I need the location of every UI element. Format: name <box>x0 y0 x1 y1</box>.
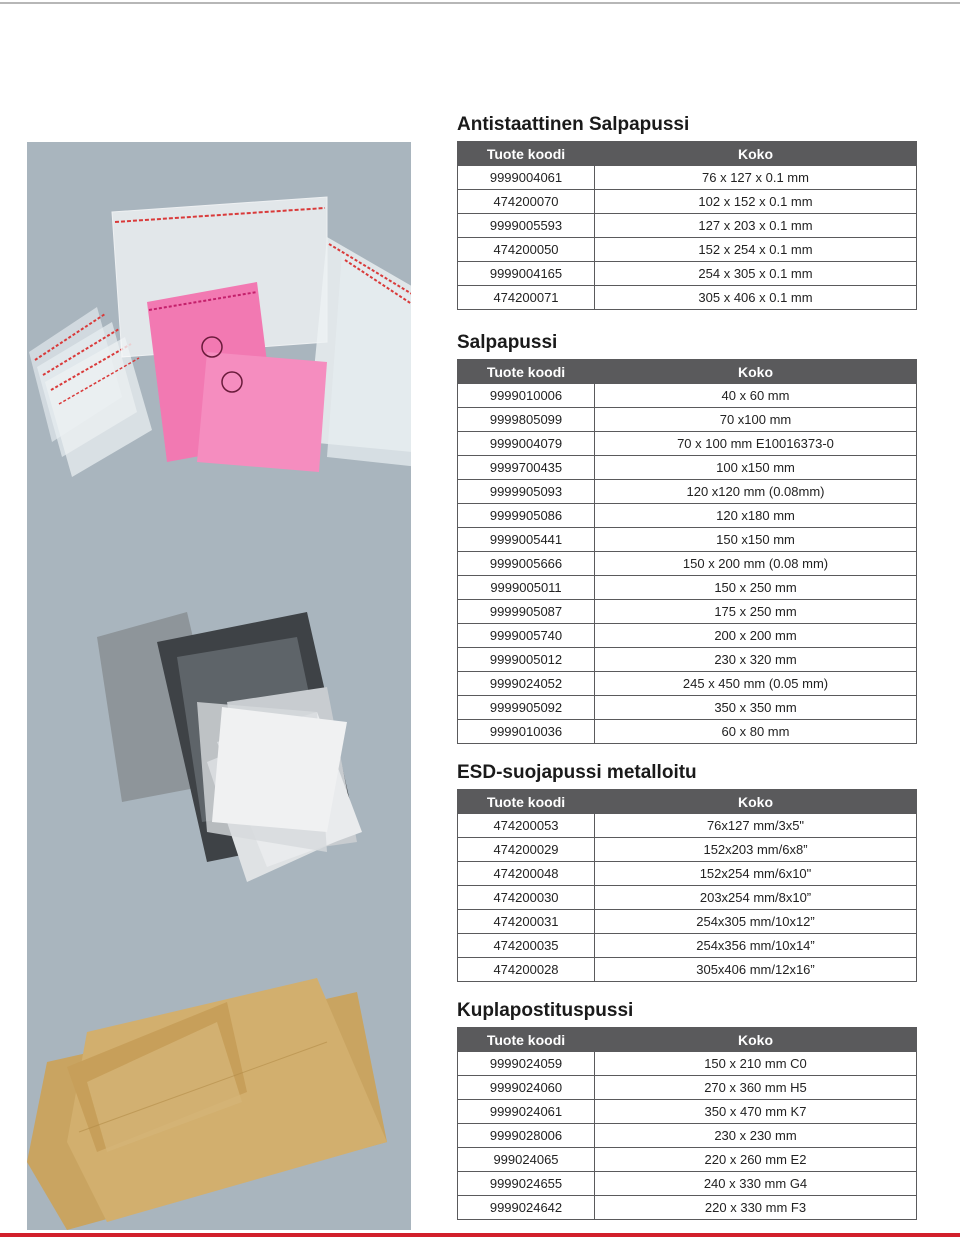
top-divider <box>0 2 960 4</box>
table-row <box>458 504 917 528</box>
product-size: 230 x 320 mm <box>595 648 917 672</box>
table-row <box>458 408 917 432</box>
product-table <box>457 789 917 982</box>
product-size: 240 x 330 mm G4 <box>595 1172 917 1196</box>
product-size: 102 x 152 x 0.1 mm <box>595 190 917 214</box>
table-row <box>458 552 917 576</box>
product-size: 120 x180 mm <box>595 504 917 528</box>
section-resealable-bag <box>457 330 916 744</box>
table-row <box>458 600 917 624</box>
product-code: 9999024061 <box>458 1100 595 1124</box>
table-row <box>458 720 917 744</box>
table-row <box>458 696 917 720</box>
table-row <box>458 262 917 286</box>
product-size: 150 x 210 mm C0 <box>595 1052 917 1076</box>
table-row <box>458 838 917 862</box>
product-code: 9999024059 <box>458 1052 595 1076</box>
product-size: 200 x 200 mm <box>595 624 917 648</box>
table-row <box>458 1052 917 1076</box>
table-row <box>458 1196 917 1220</box>
product-code: 474200028 <box>458 958 595 982</box>
product-size: 70 x 100 mm E10016373-0 <box>595 432 917 456</box>
table-row <box>458 1124 917 1148</box>
product-size: 100 x150 mm <box>595 456 917 480</box>
product-code: 9999005666 <box>458 552 595 576</box>
product-code: 474200071 <box>458 286 595 310</box>
product-size: 76x127 mm/3x5" <box>595 814 917 838</box>
product-code: 9999700435 <box>458 456 595 480</box>
product-size: 40 x 60 mm <box>595 384 917 408</box>
table-row <box>458 1172 917 1196</box>
product-code: 474200048 <box>458 862 595 886</box>
product-code: 9999024052 <box>458 672 595 696</box>
product-code: 474200031 <box>458 910 595 934</box>
section-bubble-mailer <box>457 998 916 1220</box>
product-size: 245 x 450 mm (0.05 mm) <box>595 672 917 696</box>
table-row <box>458 934 917 958</box>
column-header-size: Koko <box>595 790 917 814</box>
table-row <box>458 528 917 552</box>
product-code: 474200029 <box>458 838 595 862</box>
table-row <box>458 910 917 934</box>
table-row <box>458 648 917 672</box>
product-size: 230 x 230 mm <box>595 1124 917 1148</box>
product-code: 9999024655 <box>458 1172 595 1196</box>
product-size: 220 x 260 mm E2 <box>595 1148 917 1172</box>
table-row <box>458 480 917 504</box>
table-row <box>458 624 917 648</box>
product-size: 203x254 mm/8x10” <box>595 886 917 910</box>
table-row <box>458 432 917 456</box>
table-row <box>458 958 917 982</box>
product-size: 60 x 80 mm <box>595 720 917 744</box>
section-antistatic-resealable-bag <box>457 112 916 310</box>
product-code: 9999005441 <box>458 528 595 552</box>
product-size: 350 x 470 mm K7 <box>595 1100 917 1124</box>
product-code: 9999905092 <box>458 696 595 720</box>
product-code: 9999005740 <box>458 624 595 648</box>
table-row <box>458 238 917 262</box>
table-row <box>458 1148 917 1172</box>
table-row <box>458 384 917 408</box>
resealable-bags-photo <box>29 197 411 477</box>
product-code: 9999010036 <box>458 720 595 744</box>
product-code: 9999024642 <box>458 1196 595 1220</box>
section-esd-shielding-bag <box>457 760 916 982</box>
product-size: 254 x 305 x 0.1 mm <box>595 262 917 286</box>
product-code: 999024065 <box>458 1148 595 1172</box>
product-code: 9999005011 <box>458 576 595 600</box>
table-row <box>458 1100 917 1124</box>
product-size: 350 x 350 mm <box>595 696 917 720</box>
product-size: 152x254 mm/6x10" <box>595 862 917 886</box>
product-size: 305 x 406 x 0.1 mm <box>595 286 917 310</box>
product-size: 127 x 203 x 0.1 mm <box>595 214 917 238</box>
product-table <box>457 141 917 310</box>
product-code: 9999004079 <box>458 432 595 456</box>
section-title: Kuplapostituspussi <box>457 1000 634 1021</box>
product-size: 150 x 250 mm <box>595 576 917 600</box>
section-title: ESD-suojapussi metalloitu <box>457 762 697 783</box>
section-title: Salpapussi <box>457 332 558 353</box>
column-header-size: Koko <box>595 1028 917 1052</box>
table-row <box>458 1076 917 1100</box>
product-size: 150 x 200 mm (0.08 mm) <box>595 552 917 576</box>
product-size: 175 x 250 mm <box>595 600 917 624</box>
product-code: 9999028006 <box>458 1124 595 1148</box>
product-code: 9999005593 <box>458 214 595 238</box>
column-header-product-code: Tuote koodi <box>458 790 595 814</box>
product-size: 120 x120 mm (0.08mm) <box>595 480 917 504</box>
product-code: 9999905086 <box>458 504 595 528</box>
product-size: 76 x 127 x 0.1 mm <box>595 166 917 190</box>
table-row <box>458 576 917 600</box>
table-row <box>458 214 917 238</box>
table-row <box>458 814 917 838</box>
bubble-mailers-photo <box>27 978 387 1230</box>
bottom-accent-divider <box>0 1233 960 1237</box>
product-code: 9999010006 <box>458 384 595 408</box>
product-table <box>457 359 917 744</box>
product-code: 474200050 <box>458 238 595 262</box>
table-row <box>458 862 917 886</box>
product-code: 9999004061 <box>458 166 595 190</box>
product-size: 270 x 360 mm H5 <box>595 1076 917 1100</box>
product-code: 474200035 <box>458 934 595 958</box>
section-title: Antistaattinen Salpapussi <box>457 114 690 135</box>
table-row <box>458 166 917 190</box>
product-code: 474200030 <box>458 886 595 910</box>
column-header-product-code: Tuote koodi <box>458 142 595 166</box>
table-row <box>458 456 917 480</box>
table-row <box>458 286 917 310</box>
product-size: 305x406 mm/12x16” <box>595 958 917 982</box>
product-code: 9999805099 <box>458 408 595 432</box>
column-header-size: Koko <box>595 142 917 166</box>
product-size: 254x305 mm/10x12” <box>595 910 917 934</box>
table-row <box>458 672 917 696</box>
product-photo-column <box>27 142 411 1230</box>
column-header-product-code: Tuote koodi <box>458 1028 595 1052</box>
product-code: 9999024060 <box>458 1076 595 1100</box>
product-size: 150 x150 mm <box>595 528 917 552</box>
product-size: 220 x 330 mm F3 <box>595 1196 917 1220</box>
product-code: 474200053 <box>458 814 595 838</box>
product-size: 152x203 mm/6x8” <box>595 838 917 862</box>
product-code: 9999004165 <box>458 262 595 286</box>
esd-shielding-bags-photo <box>97 612 362 882</box>
product-size: 254x356 mm/10x14” <box>595 934 917 958</box>
product-size: 152 x 254 x 0.1 mm <box>595 238 917 262</box>
product-code: 9999905093 <box>458 480 595 504</box>
table-row <box>458 190 917 214</box>
product-size: 70 x100 mm <box>595 408 917 432</box>
column-header-size: Koko <box>595 360 917 384</box>
product-code: 9999905087 <box>458 600 595 624</box>
column-header-product-code: Tuote koodi <box>458 360 595 384</box>
product-code: 9999005012 <box>458 648 595 672</box>
product-code: 474200070 <box>458 190 595 214</box>
table-row <box>458 886 917 910</box>
product-table <box>457 1027 917 1220</box>
